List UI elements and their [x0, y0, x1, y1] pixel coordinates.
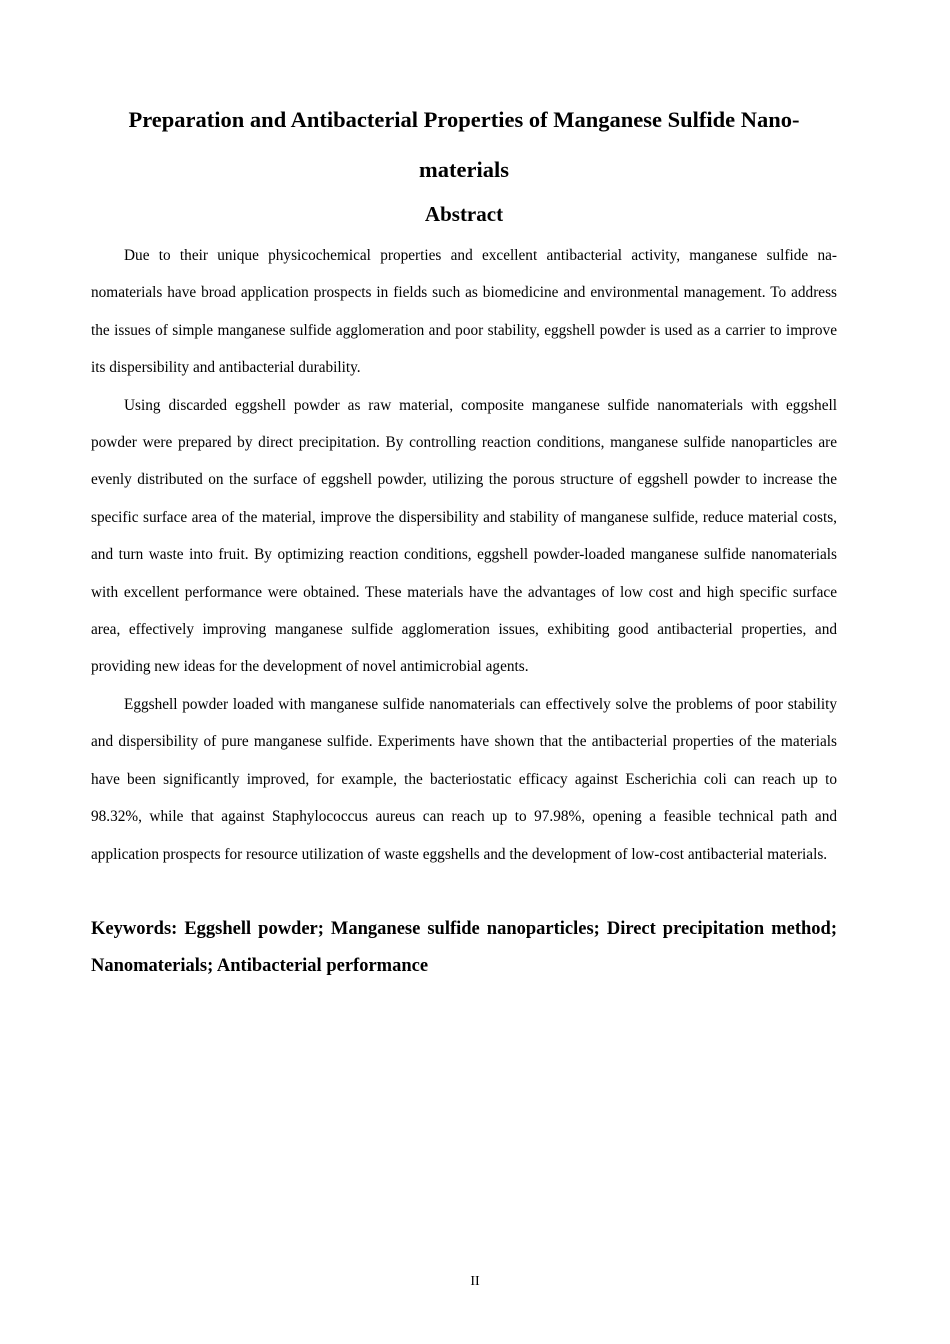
- page-number: II: [470, 1274, 480, 1289]
- abstract-body: [91, 237, 837, 873]
- abstract-paragraph-3: Eggshell powder loaded with manganese sulfide nanomaterials can effectively solve the problems of poor stability and dispersibility of pure manganese sulfide. Experiments have shown that the antibacterial properties of the materials have been significantly improved, for example, the bacteriostatic efficacy against Escherichia coli can reach up to 98.32%, while that against Staphylococcus aureus can reach up to 97.98%, opening a feasible technical path and application prospects for resource utilization of waste eggshells and the development of low-cost antibacterial materials.: [91, 695, 837, 863]
- keywords: Keywords: Eggshell powder; Manganese sulfide nanoparticles; Direct precipitation method; Nanomaterials; Antibacterial performance: [91, 918, 837, 977]
- abstract-paragraph-1: Due to their unique physicochemical properties and excellent antibacterial activity, manganese sulfide nanomaterials have broad application prospects in fields such as biomedicine and environmental management. To address the issues of simple manganese sulfide agglomeration and poor stability, eggshell powder is used as a carrier to improve its dispersibility and antibacterial durability.: [91, 247, 837, 377]
- abstract-heading: Abstract: [424, 202, 504, 226]
- paper-title: Preparation and Antibacterial Properties of Manganese Sulfide Nanomaterials: [128, 107, 800, 182]
- paper-page: [91, 95, 837, 986]
- abstract-paragraph-2: Using discarded eggshell powder as raw material, composite manganese sulfide nanomaterials with eggshell powder were prepared by direct precipitation. By controlling reaction conditions, manganese sulfide nanoparticles are evenly distributed on the surface of eggshell powder, utilizing the porous structure of eggshell powder to increase the specific surface area of the material, improve the dispersibility and stability of manganese sulfide, reduce material costs, and turn waste into fruit. By optimizing reaction conditions, eggshell powder-loaded manganese sulfide nanomaterials with excellent performance were obtained. These materials have the advantages of low cost and high specific surface area, effectively improving manganese sulfide agglomeration issues, exhibiting good antibacterial properties, and providing new ideas for the development of novel antimicrobial agents.: [91, 396, 837, 676]
